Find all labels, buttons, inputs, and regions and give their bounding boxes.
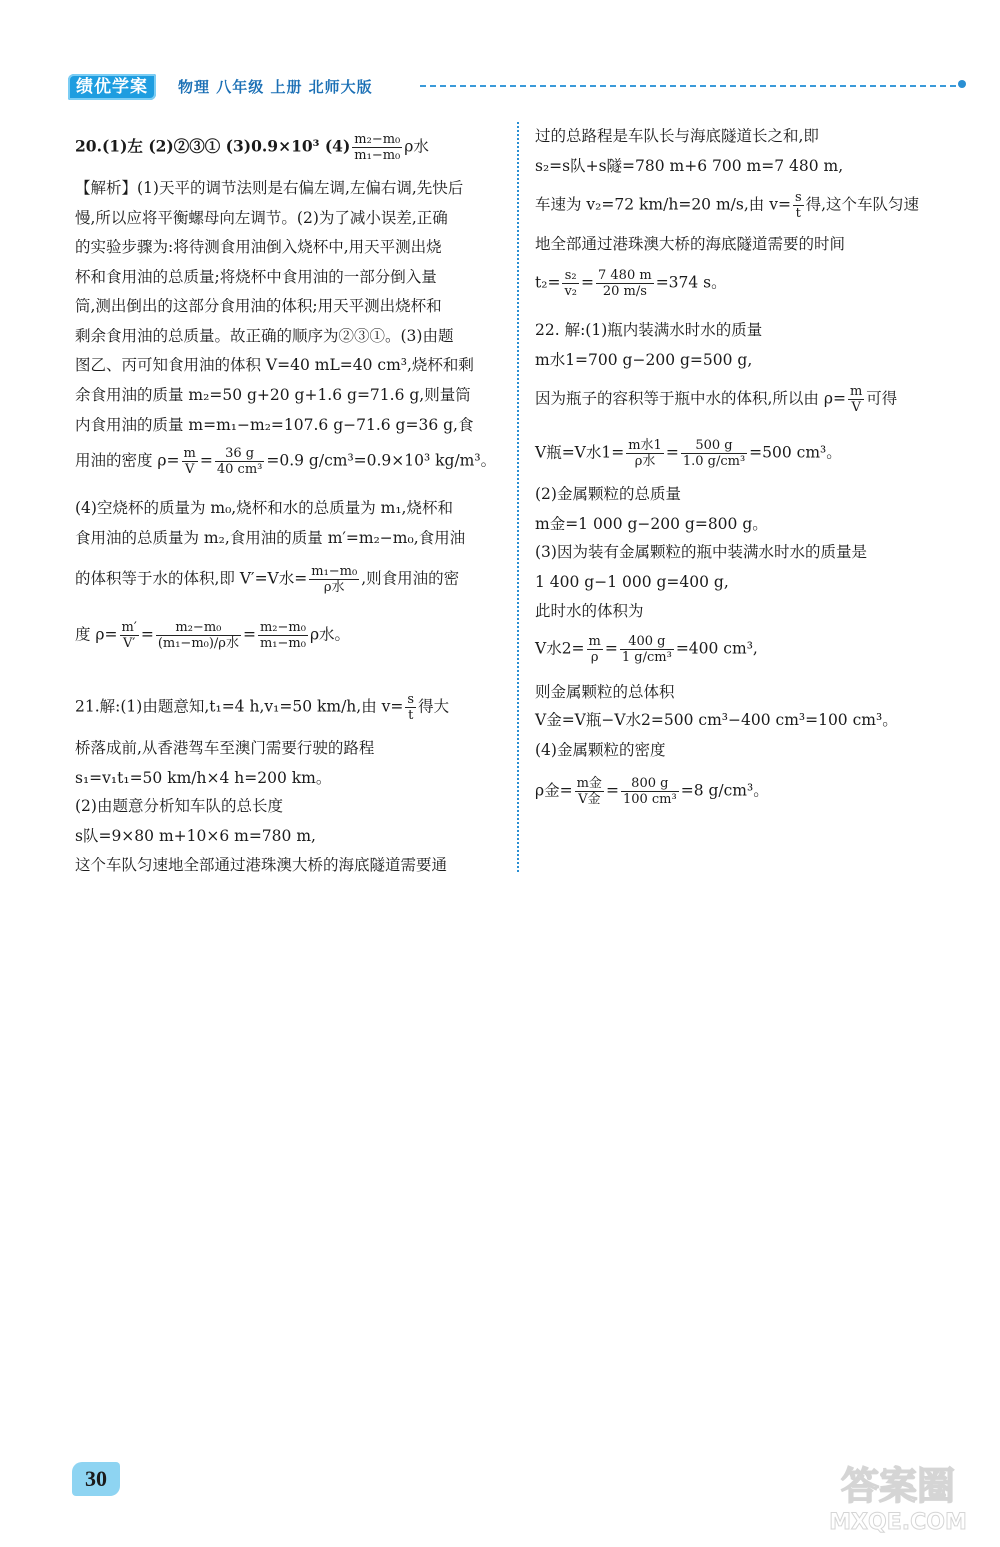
text-line: 慢,所以应将平衡螺母向左调节。(2)为了减小误差,正确 — [75, 209, 448, 227]
column-divider — [517, 122, 519, 872]
text-line: 【解析】(1)天平的调节法则是右偏左调,左偏右调,先快后 — [75, 179, 464, 197]
book-info: 物理 八年级 上册 北师大版 — [178, 78, 373, 96]
water-volume-line: V水2= $\frac{m}{\rho}$ = $\frac{400 g}{\text{1 g/cm³}}$ =400 cm³, — [535, 634, 758, 665]
text-line: V金=V瓶−V水2=500 cm³−400 cm³=100 cm³。 — [535, 711, 898, 729]
bottle-volume-line: V瓶=V水1= m水1 ρ水 = $\frac{500 g}{\text{1.0 g/cm³}}$ =500 cm³。 — [535, 438, 842, 469]
volume-relation-line: 因为瓶子的容积等于瓶中水的体积,所以由 ρ= $\frac{m}{V}$ 可得 — [535, 384, 898, 415]
speed-line: 车速为 v₂=72 km/h=20 m/s,由 v= $\frac{s}{t}$ 得,这个车队匀速 — [535, 190, 920, 221]
page-number: 30 — [72, 1462, 120, 1496]
watermark-text: 答案圈 — [840, 1464, 956, 1508]
density-formula-line: 用油的密度 ρ= $\frac{m}{V}$ = $\frac{36 g}{\text{40 cm³}}$ =0.9 g/cm³=0.9×10³ kg/m³。 — [75, 446, 497, 477]
text-line: 内食用油的质量 m=m₁−m₂=107.6 g−71.6 g=36 g,食 — [75, 416, 474, 434]
answer-20-line: 20.(1)左 (2)②③① (3)0.9×10³ (4) $\frac{\text{m₂−m₀}}{\text{m₁−m₀}}$ ρ水 — [75, 132, 429, 163]
metal-density-line: ρ金= m金 V金 = $\frac{800 g}{\text{100 cm³}}$ =8 g/cm³。 — [535, 776, 769, 807]
oil-density-formula-line: 度 ρ= $\frac{m'}{V'}$ = m₂−m₀ (m₁−m₀)/ρ水 = $\frac{\text{m₂−m₀}}{\text{m₁−m₀}}$ ρ水。 — [75, 620, 351, 651]
brand-logo: 绩优学案 — [68, 74, 156, 100]
text-line: 1 400 g−1 000 g=400 g, — [535, 573, 729, 591]
answer-21-line: 21.解:(1)由题意知,t₁=4 h,v₁=50 km/h,由 v= $\frac{s}{t}$ 得大 — [75, 692, 450, 723]
text-line: 筒,测出倒出的这部分食用油的体积;用天平测出烧杯和 — [75, 297, 442, 315]
text-line: (2)由题意分析知车队的总长度 — [75, 797, 283, 815]
text-line: 此时水的体积为 — [535, 602, 644, 620]
volume-formula-line: 的体积等于水的体积,即 V′=V水= m₁−m₀ ρ水 ,则食用油的密 — [75, 564, 460, 595]
watermark-url: MXQE.COM — [829, 1510, 967, 1535]
text-line: m水1=700 g−200 g=500 g, — [535, 351, 753, 369]
text-line: 桥落成前,从香港驾车至澳门需要行驶的路程 — [75, 739, 375, 757]
text-line: 这个车队匀速地全部通过港珠澳大桥的海底隧道需要通 — [75, 856, 448, 874]
text-line: 剩余食用油的总质量。故正确的顺序为②③①。(3)由题 — [75, 327, 454, 345]
text-line: (4)空烧杯的质量为 m₀,烧杯和水的总质量为 m₁,烧杯和 — [75, 499, 453, 517]
text-line: 则金属颗粒的总体积 — [535, 683, 675, 701]
text-line: 杯和食用油的总质量;将烧杯中食用油的一部分倒入量 — [75, 268, 437, 286]
text-line: 过的总路程是车队长与海底隧道长之和,即 — [535, 127, 819, 145]
text-line: m金=1 000 g−200 g=800 g。 — [535, 515, 768, 533]
time-formula-line: t₂= $\frac{\text{s₂}}{\text{v₂}}$ = $\frac{7 480 m}{20 m/s}$ =374 s。 — [535, 268, 727, 299]
text-line: 食用油的总质量为 m₂,食用油的质量 m′=m₂−m₀,食用油 — [75, 529, 466, 547]
text-line: s₂=s队+s隧=780 m+6 700 m=7 480 m, — [535, 157, 844, 175]
header-rule-endpoint — [958, 80, 966, 88]
page-header — [68, 70, 968, 104]
text-line: (4)金属颗粒的密度 — [535, 741, 666, 759]
text-line: 图乙、丙可知食用油的体积 V=40 mL=40 cm³,烧杯和剩 — [75, 356, 474, 374]
text-line: s队=9×80 m+10×6 m=780 m, — [75, 827, 316, 845]
text-line: 地全部通过港珠澳大桥的海底隧道需要的时间 — [535, 235, 846, 253]
text-line: 余食用油的质量 m₂=50 g+20 g+1.6 g=71.6 g,则量筒 — [75, 386, 471, 404]
text-line: 的实验步骤为:将待测食用油倒入烧杯中,用天平测出烧 — [75, 238, 442, 256]
text-line: (2)金属颗粒的总质量 — [535, 485, 681, 503]
text-line: (3)因为装有金属颗粒的瓶中装满水时水的质量是 — [535, 543, 867, 561]
watermark-logo — [808, 1455, 988, 1535]
answer-22-line: 22. 解:(1)瓶内装满水时水的质量 — [535, 321, 763, 339]
header-dotted-rule — [420, 85, 956, 87]
text-line: s₁=v₁t₁=50 km/h×4 h=200 km。 — [75, 769, 332, 787]
